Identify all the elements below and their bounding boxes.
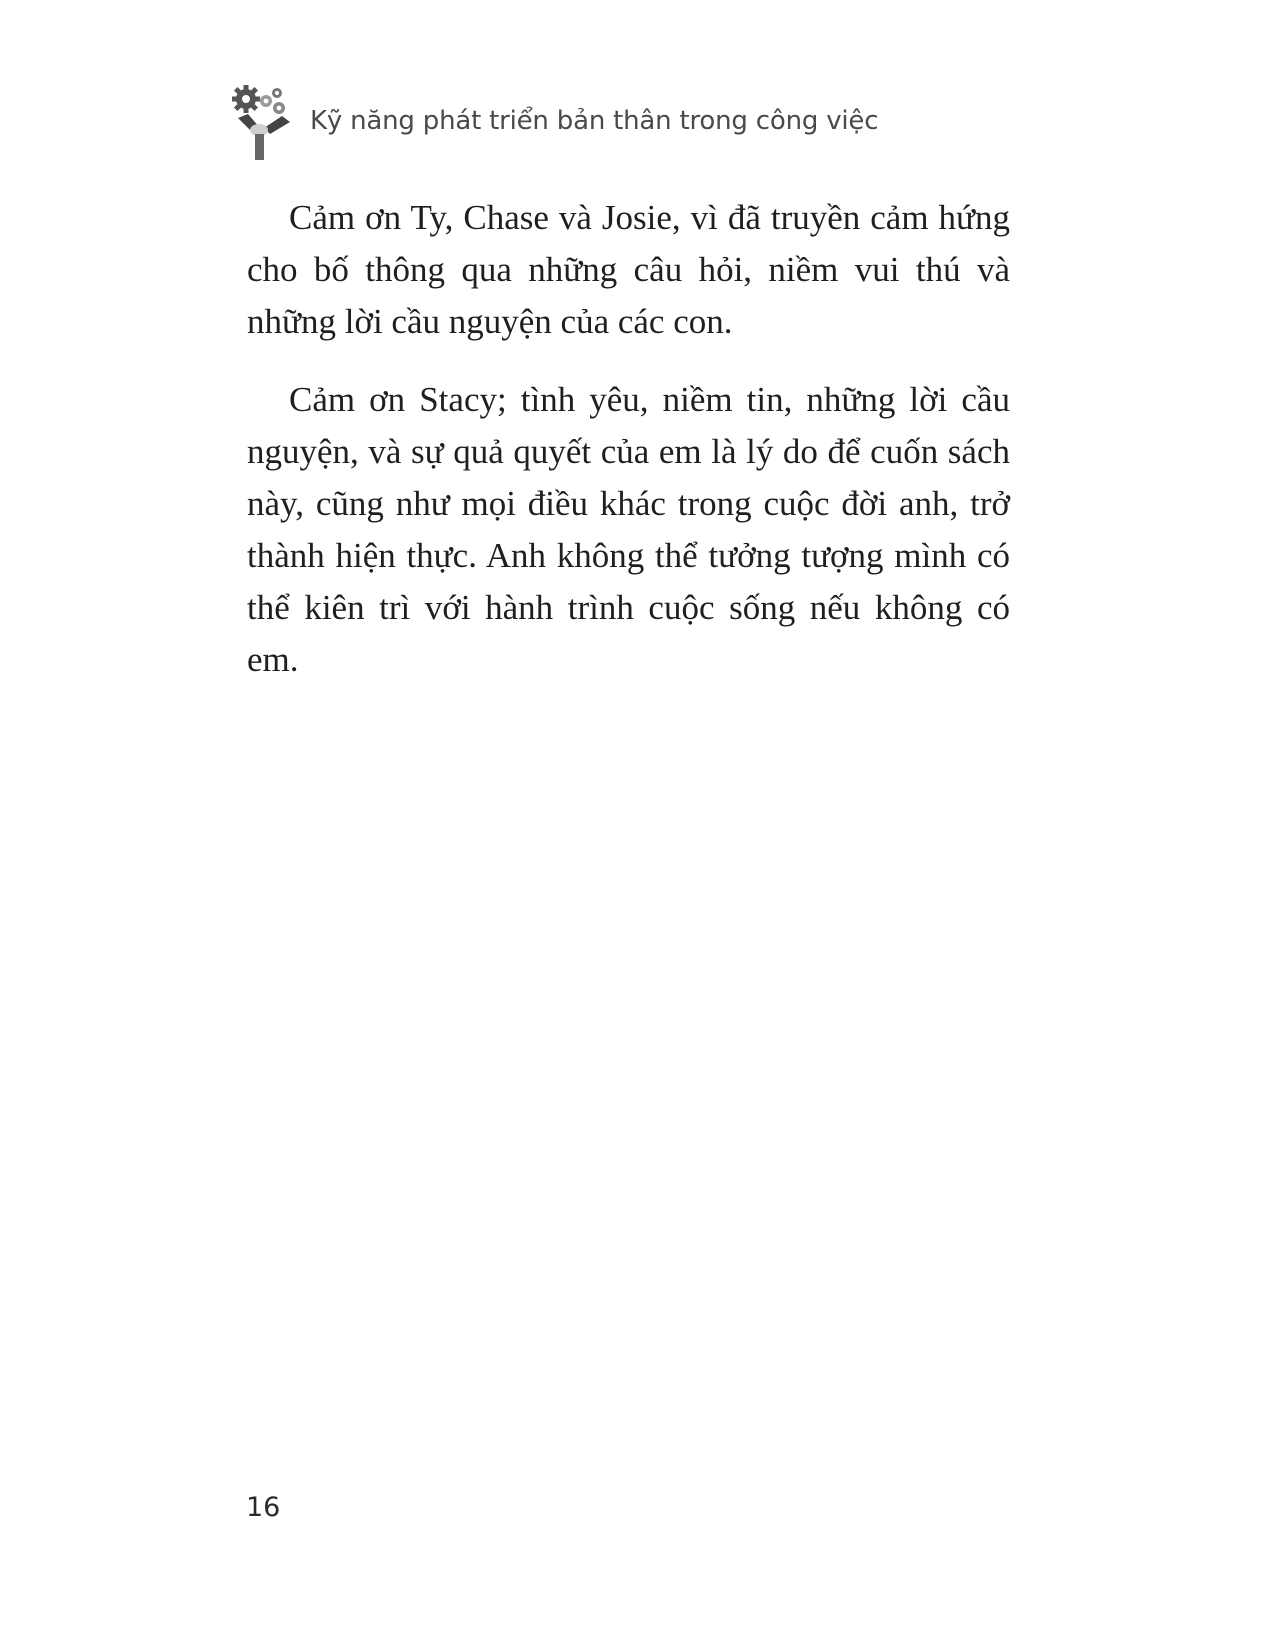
paragraph: Cảm ơn Ty, Chase và Josie, vì đã truyền cảm hứng cho bố thông qua những câu hỏi, niềm vui thú và những lời cầu nguyện của các con. [247, 198, 1010, 341]
gears-handshake-icon [232, 84, 294, 164]
paragraph: Cảm ơn Stacy; tình yêu, niềm tin, những lời cầu nguyện, và sự quả quyết của em là lý do để cuốn sách này, cũng như mọi điều khác trong cuộc đời anh, trở thành hiện thực. Anh không thể tưởng tượng mình có thể kiên trì với hành trình cuộc sống nếu không có em. [247, 380, 1010, 679]
header-title: Kỹ năng phát triển bản thân trong công việc [310, 106, 879, 136]
page-number: 16 [246, 1492, 281, 1523]
handshake-icon [238, 114, 290, 160]
large-gear-icon [232, 85, 260, 113]
small-gear-icon [260, 88, 285, 114]
main-text [247, 192, 1010, 712]
running-header [232, 84, 1052, 164]
